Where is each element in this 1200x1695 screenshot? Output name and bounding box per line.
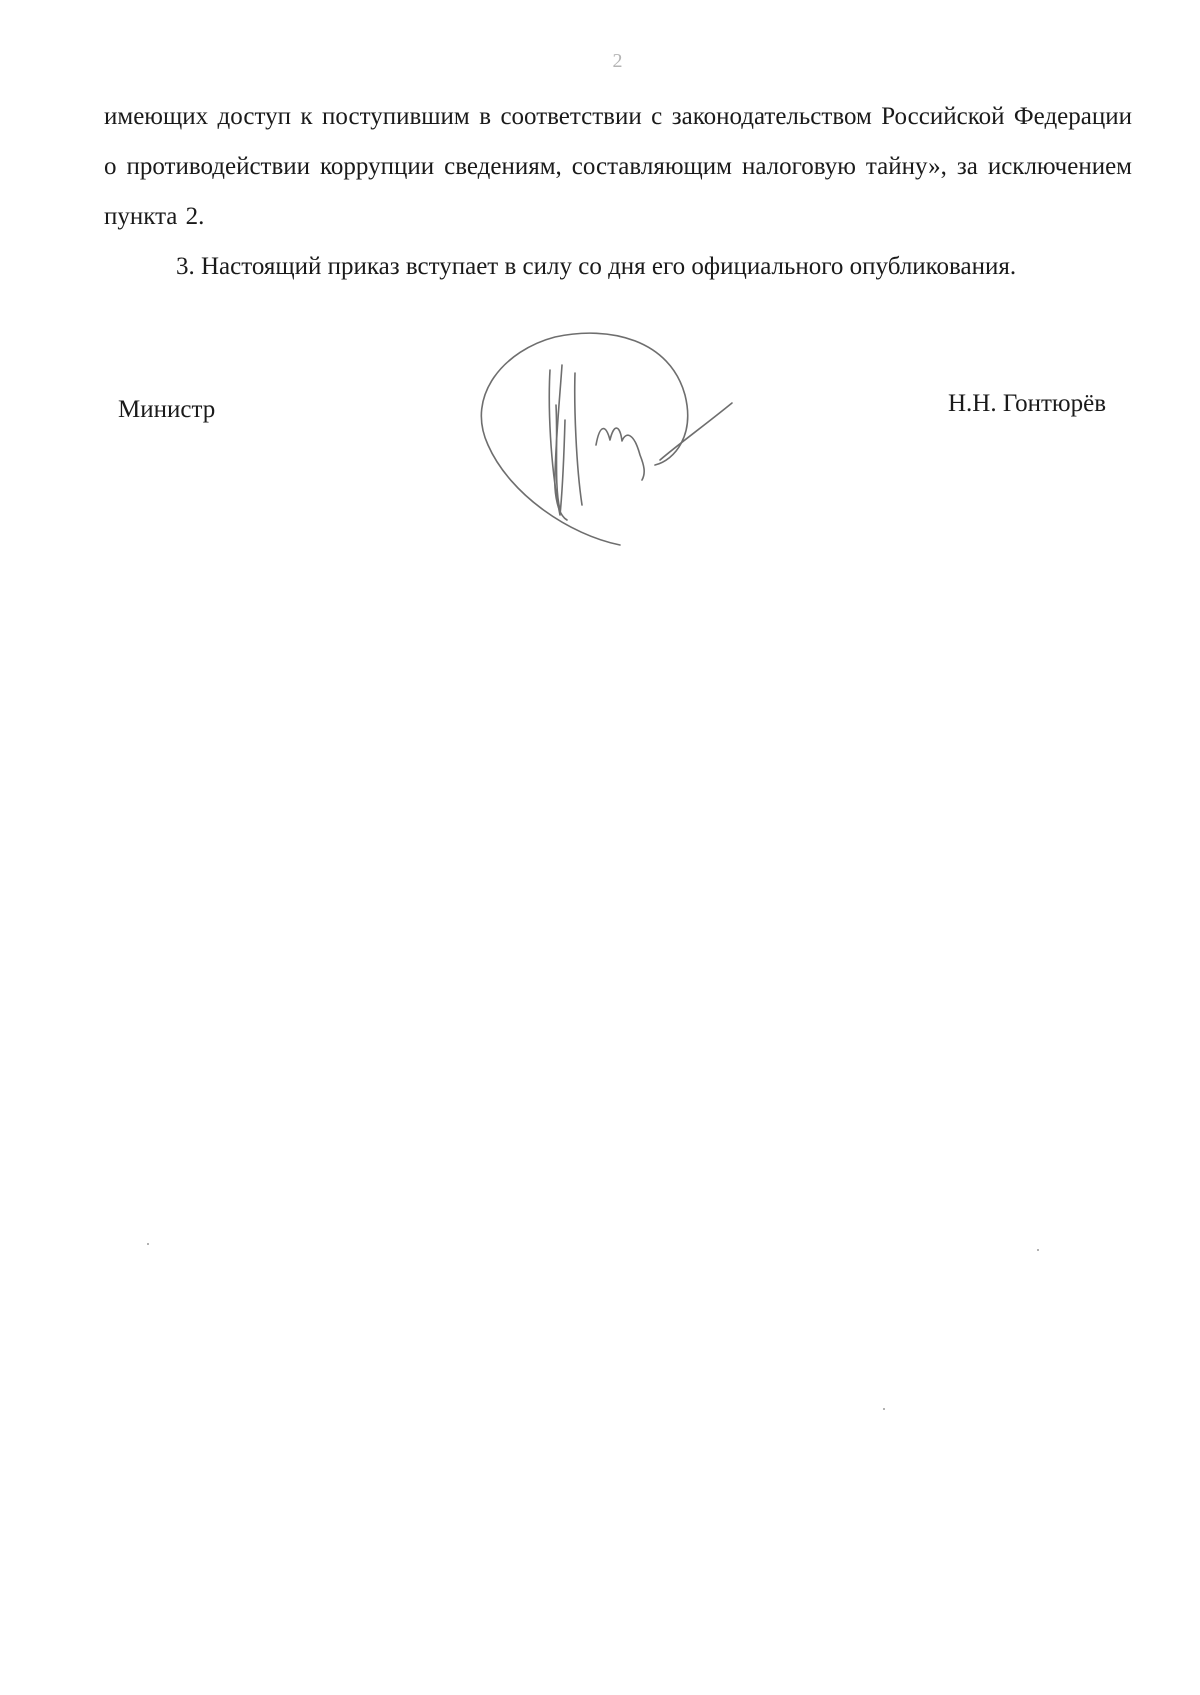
signature-loop <box>481 333 687 545</box>
signature-tail <box>660 403 732 460</box>
scan-speck <box>883 1408 885 1410</box>
signatory-name: Н.Н. Гонтюрёв <box>948 390 1106 417</box>
signature-flourish <box>596 428 644 480</box>
paragraph-continued: имеющих доступ к поступившим в соответствии с законодательством Российской Федерации о противодействии коррупции сведениям, составляющим налоговую тайну», за исключением пункта 2. <box>104 103 1132 230</box>
paragraph-3: 3. Настоящий приказ вступает в силу со дня его официального опубликования. <box>176 253 1017 280</box>
scan-speck <box>147 1243 149 1245</box>
page-number: 2 <box>612 50 623 72</box>
signatory-title: Министр <box>118 396 216 423</box>
document-body <box>104 92 1132 292</box>
signature-stroke-3 <box>575 373 582 505</box>
scan-speck <box>1037 1249 1039 1251</box>
handwritten-signature <box>470 325 740 555</box>
